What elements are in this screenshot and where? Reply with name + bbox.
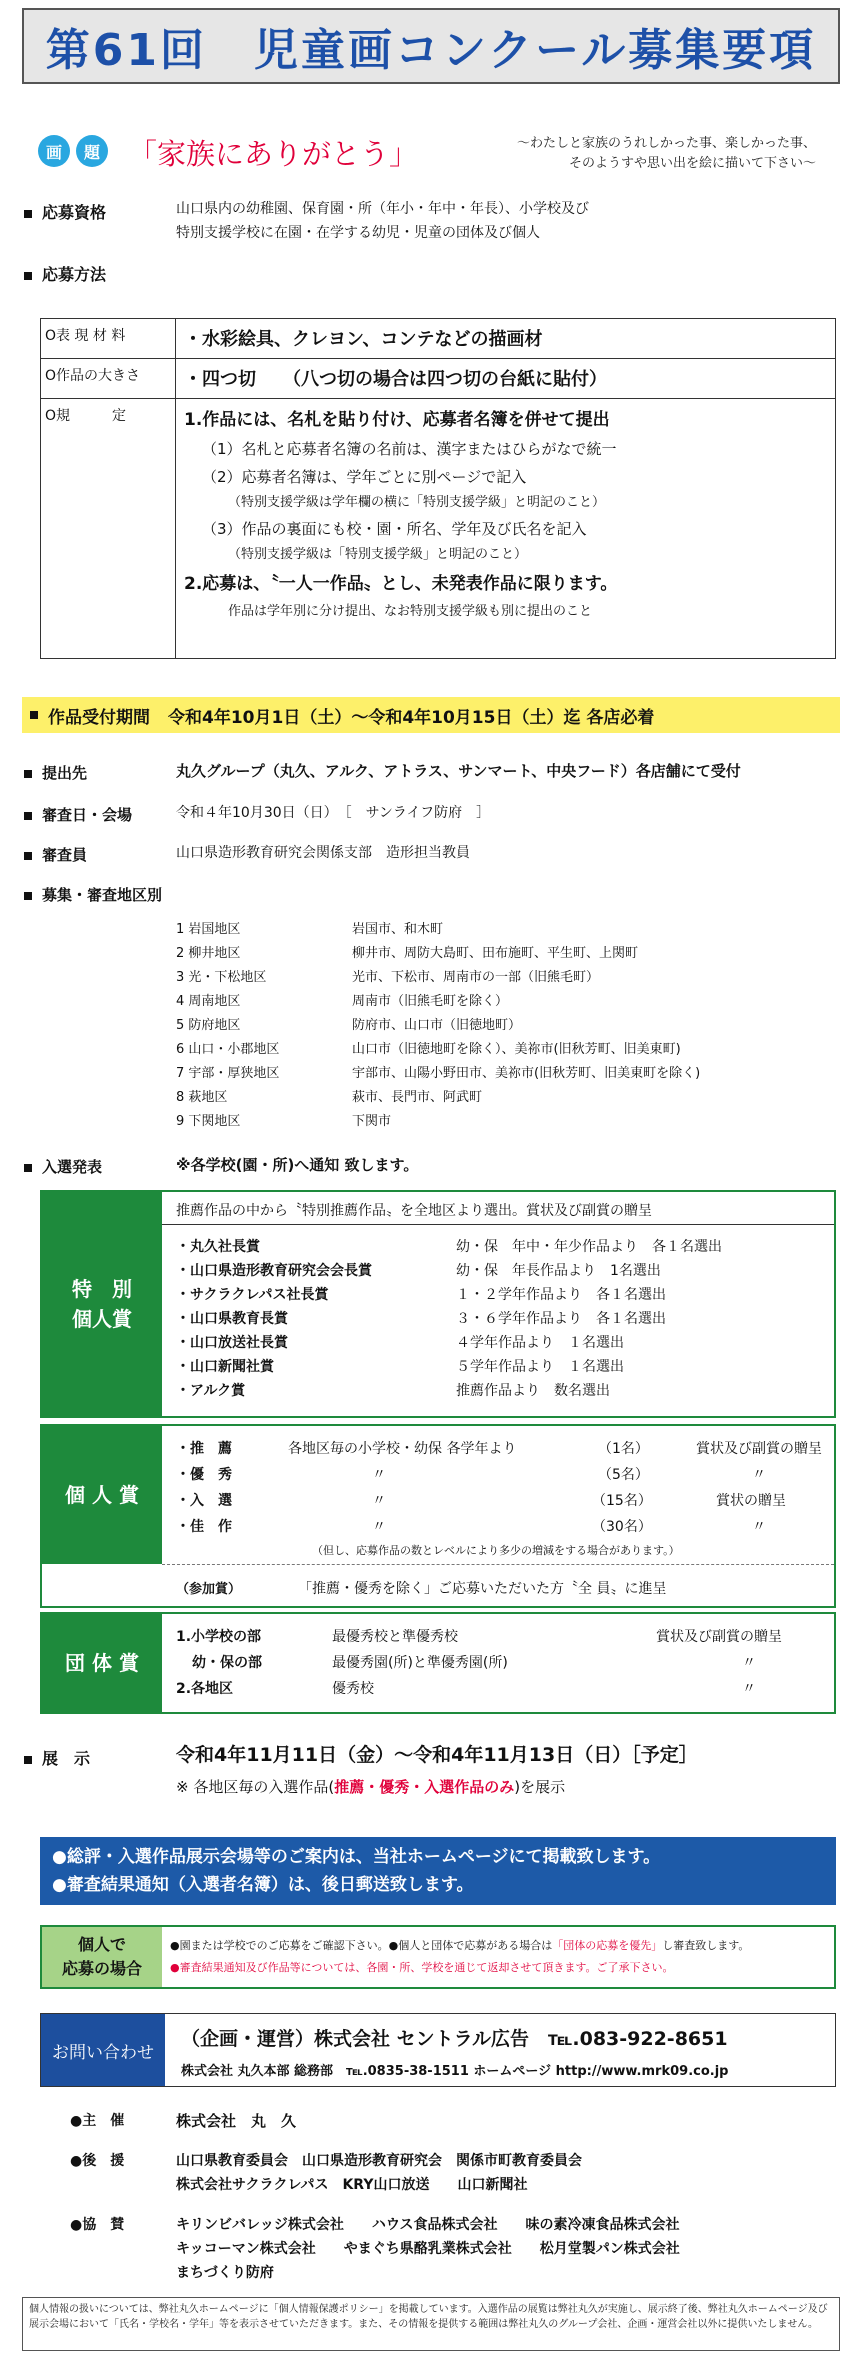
personal-award-box bbox=[40, 1424, 836, 1608]
notice-2: ●審査結果通知（入選者名簿）は、後日郵送致します。 bbox=[52, 1875, 474, 1895]
award-name: ・サクラクレパス社長賞 bbox=[176, 1287, 329, 1303]
award-name: ・アルク賞 bbox=[176, 1383, 246, 1399]
personal-name: ・入 選 bbox=[176, 1493, 232, 1509]
award-name: ・丸久社長賞 bbox=[176, 1239, 260, 1255]
judging-date-value: 令和４年10月30日（日） ［ サンライフ防府 ］ bbox=[176, 805, 491, 821]
participation-value: 「推薦・優秀を除く」ご応募いただいた方〝全 員〟に進呈 bbox=[298, 1581, 667, 1597]
announce-value: ※各学校(園・所)へ通知 致します。 bbox=[176, 1156, 419, 1174]
area-cities: 山口市（旧徳地町を除く）、美祢市(旧秋芳町、旧美東町) bbox=[352, 1042, 681, 1057]
theme-sub-2: そのようすや思い出を絵に描いて下さい～ bbox=[568, 156, 816, 171]
personal-prize: 〃 bbox=[752, 1467, 766, 1483]
group-detail: 最優秀校と準優秀校 bbox=[332, 1629, 458, 1645]
rule-1-3-note: （特別支援学級は「特別支援学級」と明記のこと） bbox=[228, 547, 528, 562]
eligibility-line2: 特別支援学校に在園・在学する幼児・児童の団体及び個人 bbox=[176, 225, 540, 241]
coop-label: ●協 賛 bbox=[70, 2217, 125, 2233]
group-award-box bbox=[40, 1612, 836, 1714]
rule-1-2: （2）応募者名簿は、学年ごとに別ページで記入 bbox=[202, 468, 527, 486]
area-name: 1 岩国地区 bbox=[176, 922, 241, 937]
award-detail: ４学年作品より １名選出 bbox=[456, 1335, 624, 1351]
privacy-footer: 個人情報の扱いについては、弊社丸久ホームページに「個人情報保護ポリシー」を掲載しています。入選作品の展覧は弊社丸久が実施し、展示終了後、弊社丸久ホームページ及び展示会場において「氏名・学校名・学年」等を表示させていただきます。また、その情報を提供する範囲は弊社丸久のグループ会社、企画・運営会社以外に提供いたしません。 bbox=[22, 2297, 840, 2351]
award-detail: 推薦作品より 数名選出 bbox=[456, 1383, 610, 1399]
group-detail: 優秀校 bbox=[332, 1681, 374, 1697]
host-value: 株式会社 丸 久 bbox=[176, 2112, 297, 2130]
contact-label: お問い合わせ bbox=[41, 2014, 165, 2086]
area-name: 8 萩地区 bbox=[176, 1090, 228, 1105]
individual-line1: ●園または学校でのご応募をご確認下さい。●個人と団体で応募がある場合は「団体の応募を優先」し審査致します。 bbox=[170, 1939, 750, 1952]
support-line1: 山口県教育委員会 山口県造形教育研究会 関係市町教育委員会 bbox=[176, 2153, 582, 2169]
exhibit-value: 令和4年11月11日（金）～令和4年11月13日（日）［予定］ bbox=[176, 1744, 698, 1766]
personal-name: ・優 秀 bbox=[176, 1467, 232, 1483]
group-prize: 賞状及び副賞の贈呈 bbox=[656, 1629, 782, 1645]
group-prize: 〃 bbox=[742, 1655, 756, 1671]
areas-label: 募集・審査地区別 bbox=[24, 884, 162, 905]
method-label: 応募方法 bbox=[24, 262, 106, 285]
judging-date-label: 審査日・会場 bbox=[24, 804, 132, 825]
area-name: 5 防府地区 bbox=[176, 1018, 241, 1033]
personal-detail: 〃 bbox=[372, 1519, 386, 1535]
deadline-label: 作品受付期間 bbox=[48, 707, 150, 728]
individual-box bbox=[40, 1925, 836, 1989]
eligibility-line1: 山口県内の幼稚園、保育園・所（年小・年中・年長）、小学校及び bbox=[176, 201, 589, 217]
award-name: ・山口放送社長賞 bbox=[176, 1335, 288, 1351]
notice-1: ●総評・入選作品展示会場等のご案内は、当社ホームページにて掲載致します。 bbox=[52, 1847, 661, 1867]
personal-prize: 〃 bbox=[752, 1519, 766, 1535]
group-name: 1.小学校の部 bbox=[176, 1629, 262, 1645]
rules-list bbox=[176, 399, 836, 659]
area-name: 4 周南地区 bbox=[176, 994, 241, 1009]
area-cities: 周南市（旧熊毛町を除く） bbox=[352, 994, 509, 1009]
area-cities: 柳井市、周防大島町、田布施町、平生町、上関町 bbox=[352, 946, 639, 961]
rule-1: 1.作品には、名札を貼り付け、応募者名簿を併せて提出 bbox=[184, 410, 610, 430]
deadline-bar bbox=[22, 697, 840, 733]
area-name: 3 光・下松地区 bbox=[176, 970, 267, 985]
area-cities: 光市、下松市、周南市の一部（旧熊毛町） bbox=[352, 970, 600, 985]
judges-value: 山口県造形教育研究会関係支部 造形担当教員 bbox=[176, 845, 470, 861]
area-cities: 萩市、長門市、阿武町 bbox=[352, 1090, 483, 1105]
contact-line2: 株式会社 丸久本部 総務部 ℡.0835-38-1511 ホームページ http://www.mrk09.co.jp bbox=[181, 2064, 729, 2079]
coop-line1: キリンビバレッジ株式会社 ハウス食品株式会社 味の素冷凍食品株式会社 bbox=[176, 2217, 680, 2233]
judges-label: 審査員 bbox=[24, 844, 87, 865]
method-table bbox=[40, 318, 836, 659]
award-name: ・山口県造形教育研究会会長賞 bbox=[176, 1263, 372, 1279]
title-banner bbox=[22, 8, 840, 84]
award-name: ・山口県教育長賞 bbox=[176, 1311, 288, 1327]
rule-1-3: （3）作品の裏面にも校・園・所名、学年及び氏名を記入 bbox=[202, 520, 587, 538]
award-detail: 幼・保 年長作品より 1名選出 bbox=[456, 1263, 661, 1279]
award-name: ・山口新聞社賞 bbox=[176, 1359, 274, 1375]
special-award-box bbox=[40, 1190, 836, 1418]
support-label: ●後 援 bbox=[70, 2153, 125, 2169]
personal-prize: 賞状及び副賞の贈呈 bbox=[696, 1441, 822, 1457]
area-cities: 岩国市、和木町 bbox=[352, 922, 444, 937]
size-label: O作品の大きさ bbox=[41, 359, 176, 399]
group-award-label: 団 体 賞 bbox=[42, 1614, 162, 1712]
deadline-value: 令和4年10月1日（土）～令和4年10月15日（土）迄 各店必着 bbox=[168, 707, 655, 728]
contact-box bbox=[40, 2013, 836, 2087]
notice-bar bbox=[40, 1837, 836, 1905]
rule-1-2-note: （特別支援学級は学年欄の横に「特別支援学級」と明記のこと） bbox=[228, 495, 606, 510]
rule-2-note: 作品は学年別に分け提出、なお特別支援学級も別に提出のこと bbox=[228, 604, 593, 619]
material-value: ・水彩絵具、クレヨン、コンテなどの描画材 bbox=[176, 319, 836, 359]
page-title: 第61回 児童画コンクール募集要項 bbox=[45, 25, 817, 76]
announce-label: 入選発表 bbox=[24, 1156, 102, 1177]
personal-detail: 〃 bbox=[372, 1493, 386, 1509]
size-value: ・四つ切 （八つ切の場合は四つ切の台紙に貼付） bbox=[176, 359, 836, 399]
eligibility-label: 応募資格 bbox=[24, 200, 106, 223]
rule-2: 2.応募は、〝一人一作品〟とし、未発表作品に限ります。 bbox=[184, 574, 618, 594]
group-name: 幼・保の部 bbox=[192, 1655, 262, 1671]
personal-name: ・佳 作 bbox=[176, 1519, 232, 1535]
personal-detail: 各地区毎の小学校・幼保 各学年より bbox=[288, 1441, 517, 1457]
award-detail: 幼・保 年中・年少作品より 各１名選出 bbox=[456, 1239, 722, 1255]
exhibit-note: ※ 各地区毎の入選作品(推薦・優秀・入選作品のみ)を展示 bbox=[176, 1778, 566, 1796]
award-detail: ３・６学年作品より 各１名選出 bbox=[456, 1311, 666, 1327]
individual-label: 個人で 応募の場合 bbox=[42, 1927, 162, 1987]
group-name: 2.各地区 bbox=[176, 1681, 234, 1697]
group-prize: 〃 bbox=[742, 1681, 756, 1697]
individual-line2: ●審査結果通知及び作品等については、各園・所、学校を通じて返却させて頂きます。ご了承下さい。 bbox=[170, 1961, 674, 1974]
personal-name: ・推 薦 bbox=[176, 1441, 232, 1457]
coop-line3: まちづくり防府 bbox=[176, 2265, 274, 2281]
theme-badge-1: 画 bbox=[38, 135, 70, 167]
theme-title: 「家族にありがとう」 bbox=[128, 137, 419, 171]
submit-value: 丸久グループ（丸久、アルク、アトラス、サンマート、中央フード）各店舗にて受付 bbox=[176, 762, 741, 780]
area-name: 7 宇部・厚狭地区 bbox=[176, 1066, 280, 1081]
special-award-label: 特 別 個人賞 bbox=[42, 1192, 162, 1416]
group-detail: 最優秀園(所)と準優秀園(所) bbox=[332, 1655, 508, 1671]
area-cities: 宇部市、山陽小野田市、美祢市(旧秋芳町、旧美東町を除く) bbox=[352, 1066, 701, 1081]
rule-1-1: （1）名札と応募者名簿の名前は、漢字またはひらがなで統一 bbox=[202, 440, 617, 458]
area-cities: 防府市、山口市（旧徳地町） bbox=[352, 1018, 522, 1033]
area-name: 9 下関地区 bbox=[176, 1114, 241, 1129]
area-name: 6 山口・小郡地区 bbox=[176, 1042, 280, 1057]
submit-label: 提出先 bbox=[24, 762, 87, 783]
personal-award-label: 個 人 賞 bbox=[42, 1426, 162, 1564]
area-cities: 下関市 bbox=[352, 1114, 392, 1129]
participation-label: （参加賞） bbox=[176, 1582, 242, 1597]
rules-label: O規 定 bbox=[41, 399, 176, 659]
special-award-header: 推薦作品の中から〝特別推薦作品〟を全地区より選出。賞状及び副賞の贈呈 bbox=[176, 1203, 652, 1219]
material-label: O表 現 材 料 bbox=[41, 319, 176, 359]
contact-line1: （企画・運営）株式会社 セントラル広告 ℡.083-922-8651 bbox=[181, 2028, 728, 2050]
award-detail: ５学年作品より １名選出 bbox=[456, 1359, 624, 1375]
personal-count: （5名） bbox=[598, 1467, 649, 1483]
personal-detail: 〃 bbox=[372, 1467, 386, 1483]
award-detail: １・２学年作品より 各１名選出 bbox=[456, 1287, 666, 1303]
area-name: 2 柳井地区 bbox=[176, 946, 241, 961]
personal-prize: 賞状の贈呈 bbox=[716, 1493, 786, 1509]
host-label: ●主 催 bbox=[70, 2113, 125, 2129]
personal-count: （15名） bbox=[592, 1493, 652, 1509]
support-line2: 株式会社サクラクレパス KRY山口放送 山口新聞社 bbox=[176, 2177, 528, 2193]
exhibit-label: 展 示 bbox=[24, 1746, 90, 1769]
coop-line2: キッコーマン株式会社 やまぐち県酪乳業株式会社 松月堂製パン株式会社 bbox=[176, 2241, 680, 2257]
personal-count: （30名） bbox=[592, 1519, 652, 1535]
theme-sub-1: ～わたしと家族のうれしかった事、楽しかった事、 bbox=[516, 136, 816, 151]
personal-count: （1名） bbox=[598, 1441, 649, 1457]
theme-badge-2: 題 bbox=[76, 135, 108, 167]
personal-note: （但し、応募作品の数とレベルにより多少の増減をする場合があります。） bbox=[312, 1544, 680, 1557]
